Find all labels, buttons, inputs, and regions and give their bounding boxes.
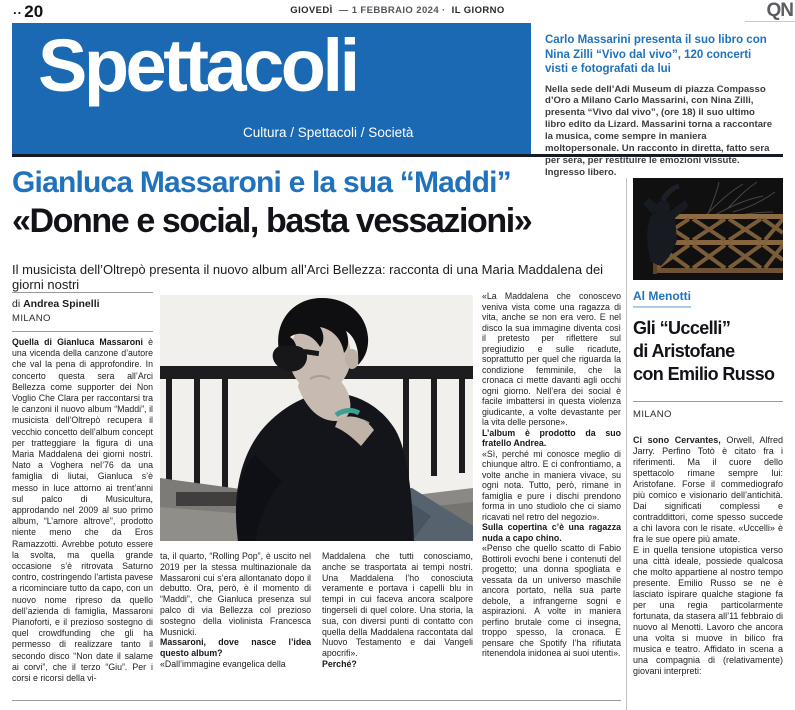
promo-box <box>545 33 773 179</box>
body-paragraph: «Dall’immagine evangelica della <box>160 658 286 669</box>
body-paragraph: E in quella tensione utopistica verso una città ideale, possiede qualcosa che molto appartiene al nostro tempo presente. Emilio Russo se ne è lasciato ispirare qualche stagione fa per una regia particolarmente fortunata, da stasera all’11 febbraio di nuovo al Menotti. Lavoro che ancora una volta si muove in bilico fra musica e teatro. Affidato in scena a una compagnia di (relativamente) giovani interpreti: <box>633 545 783 676</box>
side-rule <box>633 401 783 402</box>
byline-city: MILANO <box>12 313 51 324</box>
side-city: MILANO <box>633 409 672 420</box>
interview-question: Massaroni, dove nasce l’idea questo album? <box>160 637 311 659</box>
dateline-day: GIOVEDÌ <box>290 5 333 16</box>
folio-dots: .. <box>13 2 23 17</box>
main-article-column-3 <box>322 551 473 698</box>
byline: di Andrea Spinelli <box>12 298 100 310</box>
body-paragraph: ta, il quarto, “Rolling Pop”, è uscito nel 2019 per la stessa multinazionale da Massaroni cui s’era allontanato dopo il debutto. Ora, però, è il momento di “Maddi”, che Gianluca presenza sul palco di via Bellezza col prezioso sostegno della violinista Francesca Musnicki. <box>160 551 311 637</box>
interview-question: Perché? <box>322 658 357 669</box>
body-paragraph: Maddalena che tutti conosciamo, anche se trasportata ai tempi nostri. Una Maddalena l’ho conosciuta veramente e portava i capelli blu in tempi in cui faceva ancora scalpore tingerseli di quel colore. Una storia, la sua, con diversi punti di contatto con quella della Maddalena raccontata dal Nuovo Testamento e dai Vangeli apocrifi». <box>322 551 473 659</box>
theatre-scene-photo-illustration <box>633 178 783 280</box>
qn-logo: QN <box>766 0 793 21</box>
qn-logo-rule <box>745 21 795 22</box>
byline-block <box>12 292 153 332</box>
main-article-column-1 <box>12 337 153 697</box>
main-article-photo <box>160 295 473 541</box>
byline-author: Andrea Spinelli <box>23 298 100 310</box>
main-kicker: Gianluca Massaroni e la sua “Maddi” <box>12 166 511 199</box>
promo-headline: Carlo Massarini presenta il suo libro con Nina Zilli “Vivo dal vivo”, 120 concerti visti e fotografati da lui <box>545 34 767 75</box>
dateline-date: — 1 FEBBRAIO 2024 · <box>338 5 446 16</box>
side-headline: Gli “Uccelli” di Aristofane con Emilio Russo <box>633 318 775 384</box>
body-paragraph: «La Maddalena che conoscevo veniva vista come una ragazza di vita, anche se non era vero. E nel disco la sua immagine diventa così il pretesto per riflettere sul pregiudizio e sulle ricadute, soprattutto per quel che riguarda la condizione femminile, che la cronaca ci mette davanti agli occhi ogni giorno. Nell’era dei social è facile imbattersi in questa violenza giudicante, a volte devastante per la vita delle persone». <box>482 291 621 427</box>
side-kicker: Al Menotti <box>633 289 691 308</box>
body-paragraph: Ci sono Cervantes, Orwell, Alfred Jarry. Perfino Totò è citato fra i riferimenti. Ma il cuore dello spettacolo rimane sempre lui: Aristofane. Forse il commediografo più comico e visionario dell’antichità. Dai significati complessi e contraddittori, come spesso succede a chi lavora con le risate. «Uccelli» è fra le sue opere più amate. <box>633 435 783 544</box>
portrait-photo-illustration <box>160 295 473 541</box>
dateline <box>0 5 795 16</box>
body-paragraph: «Penso che quello scatto di Fabio Bottiroli evochi bene i contenuti del progetto; una donna spogliata e vessata da un universo maschile ancora portato, nella sua parte debole, a infrangerne sogni e aspirazioni. A volte in maniera perfino brutale come ci insegna, troppo spesso, la cronaca. E pensare che Spotify l’ha rifiutata ritenendola inidonea ai suoi utenti». <box>482 543 621 658</box>
section-subtitle: Cultura / Spettacoli / Società <box>243 125 414 140</box>
interview-question: Sulla copertina c’è una ragazza nuda a capo chino. <box>482 522 621 543</box>
dateline-paper: IL GIORNO <box>451 5 505 16</box>
section-masthead <box>12 23 531 154</box>
main-standfirst: Il musicista dell’Oltrepò presenta il nuovo album all’Arci Bellezza: racconta di una Maria Maddalena dei giorni nostri <box>12 262 604 292</box>
side-article <box>633 178 783 677</box>
interview-question: L’album è prodotto da suo fratello Andrea. <box>482 427 621 448</box>
section-title: Spettacoli <box>38 24 357 107</box>
page-number: .. 20 <box>13 2 44 21</box>
main-headline: «Donne e social, basta vessazioni» <box>12 202 532 240</box>
article-bottom-rule <box>12 700 621 701</box>
main-article-column-4 <box>482 291 621 697</box>
side-article-body <box>633 435 783 677</box>
body-paragraph: Quella di Gianluca Massaroni è una vicenda della canzone d’autore che val la pena di approfondire. In concerto questa sera all’Arci Bellezza come supporter dei Non Voglio Che Clara per raccontarsi tra le canzoni il nuovo album “Maddi”, il musicista dell’Oltrepò recupera il vecchio concetto dell’album concept per tratteggiare la figura di una Maria Maddalena dei giorni nostri. Nato a Voghera nel’76 da una famiglia di liutai, Gianluca s’è messo in luce attorno ai trent’anni sul palco di Musicultura, approdando nel 2009 al suo primo album, “L’amore altrove”, prodotto niente meno che da Eros Ramazzotti. Avrebbe potuto essere la svolta, ma quella grande occasione s’è ritrovata Saturno contro, costringendo l’artista pavese a ricominciare tutto da capo, con un nuovo nome ripreso da quello dell’azienda di famiglia, Massaroni Pianoforti, e il prezioso sostegno di quel crowdfunding che gli ha permesso di realizzare tanto il secondo disco “Non date il salame ai corvi”, che il terzo “Giu”. Per i corsi e ricorsi della vi- <box>12 337 153 684</box>
promo-body: Nella sede dell’Adi Museum di piazza Compasso d’Oro a Milano Carlo Massarini, con Nina Zilli, presenta “Vivo dal vivo”, (ore 18) il suo ultimo libro edito da Lizard. Massarini torna a raccontare la musica, come sempre in maniera moltopersonale. Un racconto in diretta, fatto sera per sera, per restituire le emozioni vissute. Ingresso libero. <box>545 83 773 178</box>
byline-rule-bottom <box>12 331 153 332</box>
main-article-column-2 <box>160 551 311 698</box>
column-divider <box>626 178 627 710</box>
body-paragraph: «Sì, perché mi conosce meglio di chiunque altro. E ci confrontiamo, a volte anche in maniera vivace, su ogni nota. Tutto, però, rimane in famiglia e pure i dischi prendono forma in uno studiolo che ci siamo ricavati nel retro del negozio». <box>482 448 621 522</box>
